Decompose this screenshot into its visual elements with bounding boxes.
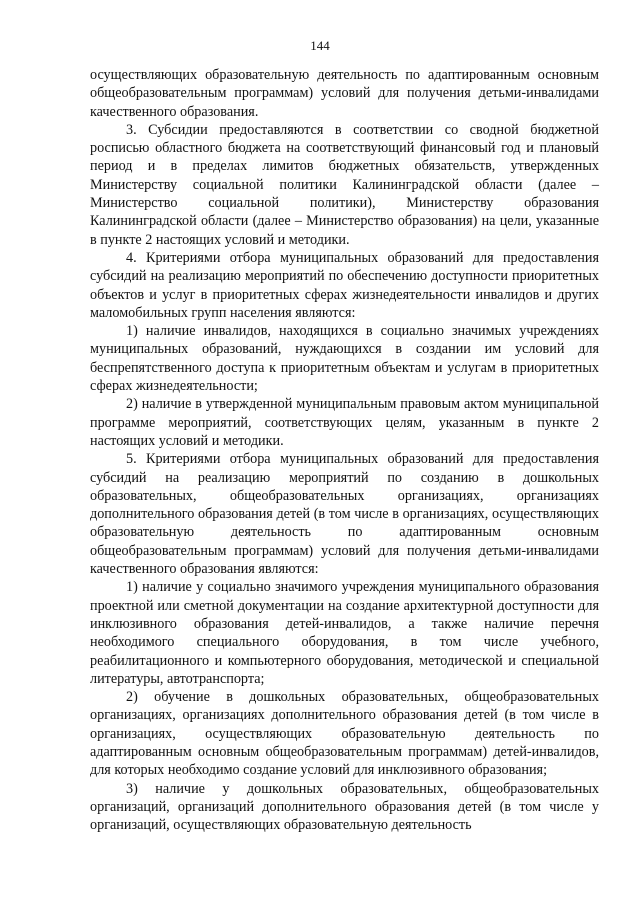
paragraph-item-4-2: 2) наличие в утвержденной муниципальным правовым актом муниципальной программе мероприятий, соответствующих целям, указанным в пункте 2 настоящих условий и методики. bbox=[90, 396, 599, 449]
paragraph-item-5-3: 3) наличие у дошкольных образовательных, общеобразовательных организаций, организаций дополнительного образования детей (в том числе у организаций, осуществляющих образовательную деятельность bbox=[90, 780, 599, 834]
paragraph-continuation: осуществляющих образовательную деятельность по адаптированным основным общеобразовательным программам) условий для получения детьми-инвалидами качественного образования. bbox=[90, 67, 599, 120]
page-number: 144 bbox=[310, 38, 330, 53]
paragraph-item-3-subsidies: 3. Субсидии предоставляются в соответствии со сводной бюджетной росписью областного бюджета на соответствующий финансовый год и плановый период и в пределах лимитов бюджетных обязательств, утвержденных Министерству социальной политики Калининградской области (далее – Министерство социальной политики), Министерству образования Калининградской области (далее – Министерство образования) на цели, указанные в пункте 2 настоящих условий и методики. bbox=[90, 121, 599, 248]
paragraph-item-5-2: 2) обучение в дошкольных образовательных, общеобразовательных организациях, организациях дополнительного образования детей (в том числе в организациях, осуществляющих образовательную деятельность по адаптированным основным общеобразовательным программам) детей-инвалидов, для которых необходимо создание условий для инклюзивного образования; bbox=[90, 689, 599, 779]
paragraph-item-4-1: 1) наличие инвалидов, находящихся в социально значимых учреждениях муниципальных образований, нуждающихся в создании им условий для беспрепятственного доступа к приоритетным объектам и услугам в приоритетных сферах жизнедеятельности; bbox=[90, 323, 599, 395]
document-body bbox=[90, 66, 599, 834]
paragraph-item-5-1: 1) наличие у социально значимого учреждения муниципального образования проектной или сметной документации на создание архитектурной доступности для инклюзивного образования детей-инвалидов, а также наличие перечня необходимого специального оборудования, в том числе учебного, реабилитационного и компьютерного оборудования, методической и специальной литературы, автотранспорта; bbox=[90, 579, 599, 687]
paragraph-item-4-criteria: 4. Критериями отбора муниципальных образований для предоставления субсидий на реализацию мероприятий по обеспечению доступности приоритетных объектов и услуг в приоритетных сферах жизнедеятельности инвалидов и других маломобильных групп населения являются: bbox=[90, 249, 599, 321]
paragraph-item-5-criteria: 5. Критериями отбора муниципальных образований для предоставления субсидий на реализацию мероприятий по созданию в дошкольных образовательных, общеобразовательных организациях, организациях дополнительного образования детей (в том числе в организациях, осуществляющих образовательную деятельность по адаптированным основным общеобразовательным программам) условий для получения детьми-инвалидами качественного образования являются: bbox=[90, 451, 599, 578]
